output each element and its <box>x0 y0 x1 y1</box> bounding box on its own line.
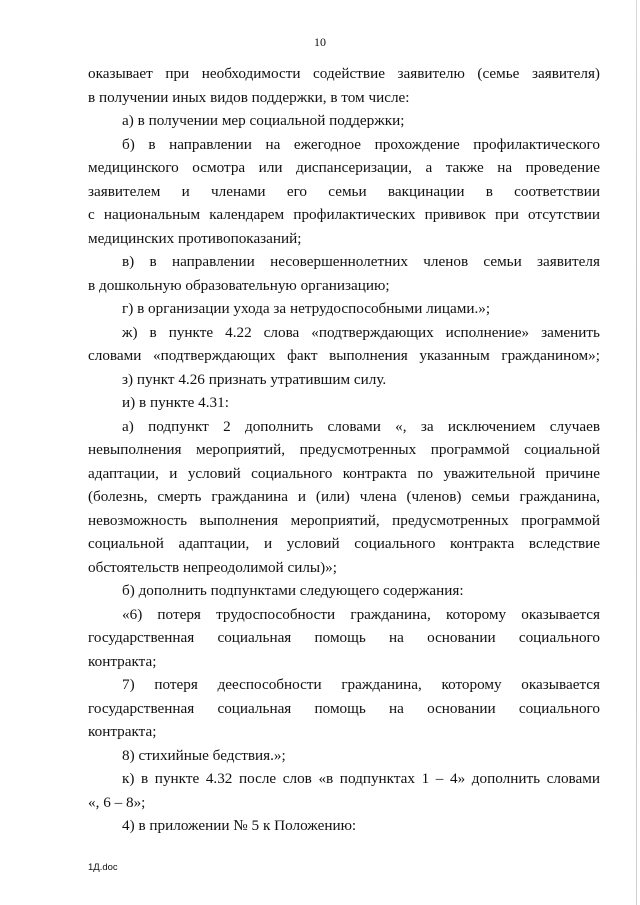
text-line: государственная социальная помощь на основании социального <box>88 629 600 646</box>
text-line: оказывает при необходимости содействие заявителю (семье заявителя) <box>88 65 600 82</box>
text-line: невозможность выполнения мероприятий, предусмотренных программой <box>88 511 600 529</box>
text-line: 8) стихийные бедствия.»; <box>122 746 286 764</box>
text-line: б) в направлении на ежегодное прохождение профилактического <box>122 135 600 153</box>
text-line: адаптации, и условий социального контракта по уважительной причине <box>88 464 600 482</box>
footer-filename: 1Д.doc <box>88 862 118 873</box>
text-line: г) в организации ухода за нетрудоспособными лицами.»; <box>122 300 491 317</box>
text-line: словами «подтверждающих факт выполнения указанным гражданином»; <box>88 347 600 364</box>
text-line: з) пункт 4.26 признать утратившим силу. <box>122 370 387 388</box>
text-line: контракта; <box>88 723 157 740</box>
text-line: «6) потеря трудоспособности гражданина, которому оказывается <box>122 605 600 623</box>
text-line: в получении иных видов поддержки, в том числе: <box>88 88 410 106</box>
text-line: государственная социальная помощь на основании социального <box>88 699 600 717</box>
text-line: контракта; <box>88 652 157 670</box>
page-number: 10 <box>314 35 326 49</box>
text-line: 7) потеря дееспособности гражданина, которому оказывается <box>122 676 600 693</box>
text-line: медицинского осмотра или диспансеризации, а также на проведение <box>88 159 600 176</box>
text-line: ж) в пункте 4.22 слова «подтверждающих исполнение» заменить <box>122 323 600 341</box>
text-line: (болезнь, смерть гражданина и (или) члена (членов) семьи гражданина, <box>88 488 600 505</box>
scan-edge-shadow <box>636 0 637 905</box>
text-line: а) подпункт 2 дополнить словами «, за исключением случаев <box>122 417 600 435</box>
text-line: б) дополнить подпунктами следующего содержания: <box>122 582 464 599</box>
text-line: «, 6 – 8»; <box>88 793 146 811</box>
text-line: в) в направлении несовершеннолетних членов семьи заявителя <box>122 253 600 270</box>
text-line: с национальным календарем профилактических прививок при отсутствии <box>88 206 600 223</box>
text-line: обстоятельств непреодолимой силы)»; <box>88 558 337 576</box>
text-line: социальной адаптации, и условий социального контракта вследствие <box>88 535 600 552</box>
text-line: к) в пункте 4.32 после слов «в подпунктах 1 – 4» дополнить словами <box>122 770 600 787</box>
document-body <box>88 62 600 838</box>
text-line: 4) в приложении № 5 к Положению: <box>122 817 357 834</box>
text-line: медицинских противопоказаний; <box>88 229 302 247</box>
text-line: заявителем и членами его семьи вакцинации в соответствии <box>88 182 600 200</box>
text-line: а) в получении мер социальной поддержки; <box>122 112 405 129</box>
text-line: невыполнения мероприятий, предусмотренных программой социальной <box>88 441 600 458</box>
text-line: и) в пункте 4.31: <box>122 394 229 411</box>
text-line: в дошкольную образовательную организацию; <box>88 276 390 294</box>
